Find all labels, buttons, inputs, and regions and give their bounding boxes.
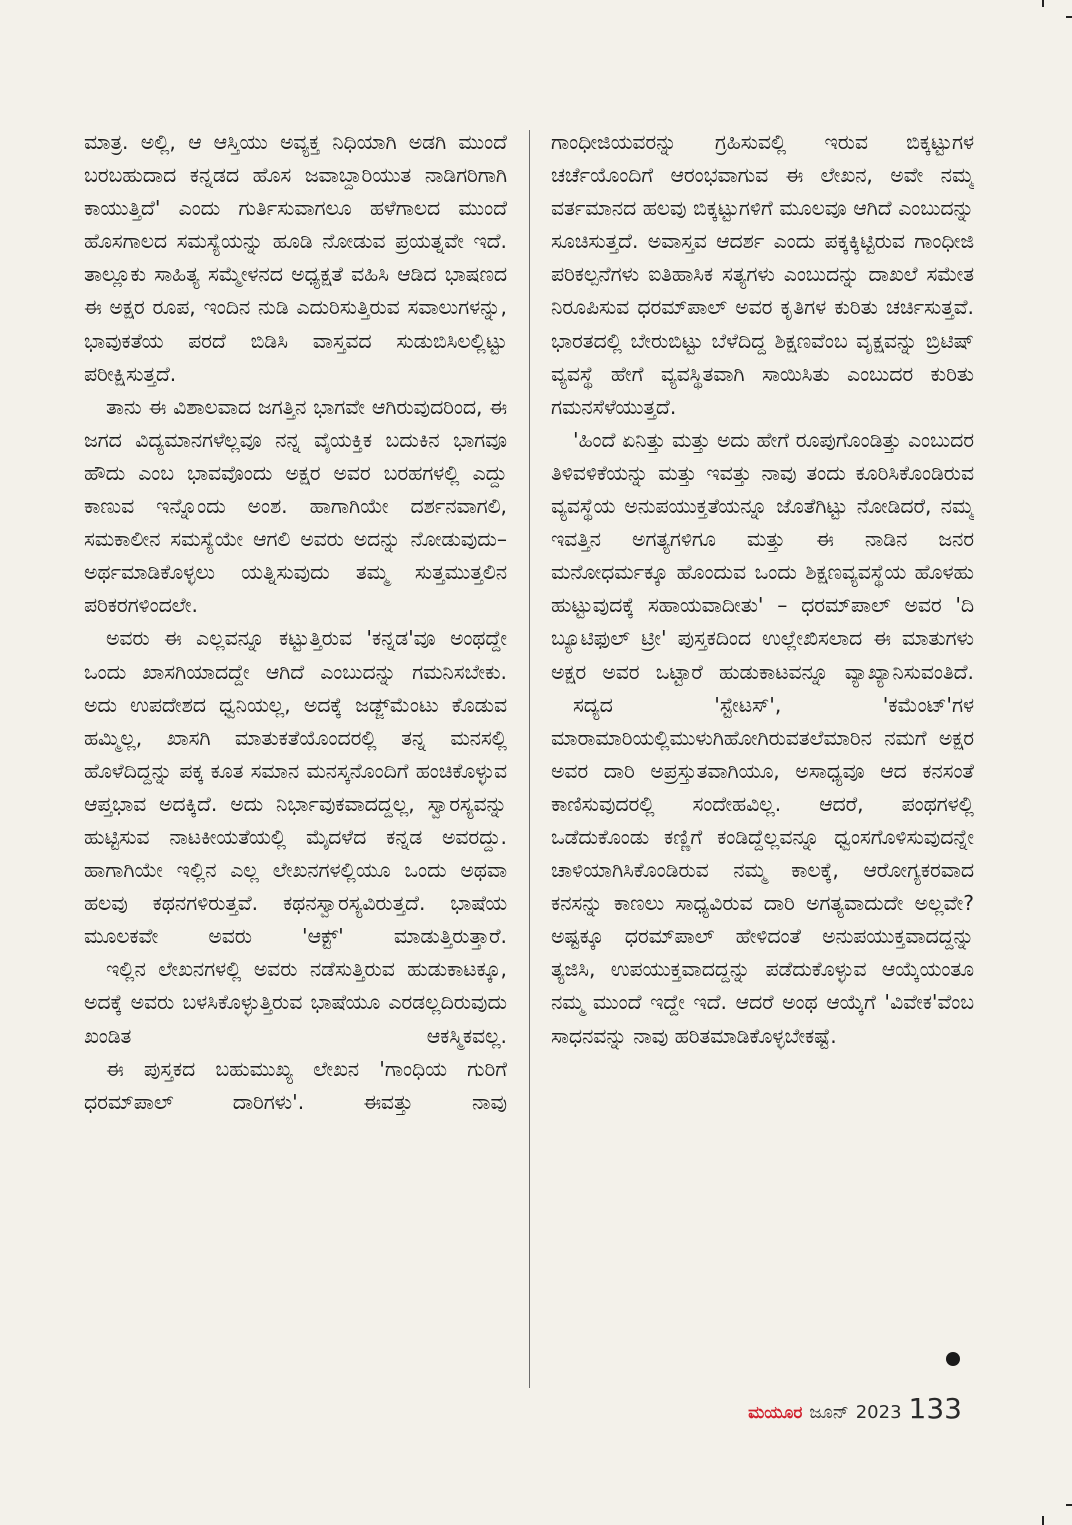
column-divider: [529, 130, 530, 1388]
issue-month: ಜೂನ್: [809, 1402, 849, 1423]
paragraph: ಇಲ್ಲಿನ ಲೇಖನಗಳಲ್ಲಿ ಅವರು ನಡೆಸುತ್ತಿರುವ ಹುಡುಕಾಟಕ್ಕೂ, ಅದಕ್ಕೆ ಅವರು ಬಳಸಿಕೊಳ್ಳುತ್ತಿರುವ ಭಾಷೆಯೂ ಎರಡಲ್ಲದಿರುವುದು ಖಂಡಿತ ಆಕಸ್ಮಿಕವಲ್ಲ.: [84, 957, 507, 1048]
left-column: [84, 126, 507, 1388]
page-footer: [748, 1392, 962, 1425]
paragraph: ತಾನು ಈ ವಿಶಾಲವಾದ ಜಗತ್ತಿನ ಭಾಗವೇ ಆಗಿರುವುದರಿಂದ, ಈ ಜಗದ ವಿದ್ಯಮಾನಗಳೆಲ್ಲವೂ ನನ್ನ ವೈಯಕ್ತಿಕ ಬದುಕಿನ ಭಾಗವೂ ಹೌದು ಎಂಬ ಭಾವವೊಂದು ಅಕ್ಷರ ಅವರ ಬರಹಗಳಲ್ಲಿ ಎದ್ದು ಕಾಣುವ ಇನ್ನೊಂದು ಅಂಶ. ಹಾಗಾಗಿಯೇ ದರ್ಶನವಾಗಲಿ, ಸಮಕಾಲೀನ ಸಮಸ್ಯೆಯೇ ಆಗಲಿ ಅವರು ಅದನ್ನು ನೋಡುವುದು–ಅರ್ಥಮಾಡಿಕೊಳ್ಳಲು ಯತ್ನಿಸುವುದು ತಮ್ಮ ಸುತ್ತಮುತ್ತಲಿನ ಪರಿಕರಗಳಿಂದಲೇ.: [84, 394, 507, 618]
crop-mark-top-right: [1042, 0, 1044, 7]
crop-mark-right-upper: [1066, 16, 1072, 18]
paragraph: ಮಾತ್ರ. ಅಲ್ಲಿ, ಆ ಆಸ್ತಿಯು ಅವ್ಯಕ್ತ ನಿಧಿಯಾಗಿ ಅಡಗಿ ಮುಂದೆ ಬರಬಹುದಾದ ಕನ್ನಡದ ಹೊಸ ಜವಾಬ್ದಾರಿಯುತ ನಾಡಿಗರಿಗಾಗಿ ಕಾಯುತ್ತಿದೆ' ಎಂದು ಗುರ್ತಿಸುವಾಗಲೂ ಹಳೆಗಾಲದ ಮುಂದೆ ಹೊಸಗಾಲದ ಸಮಸ್ಯೆಯನ್ನು ಹೂಡಿ ನೋಡುವ ಪ್ರಯತ್ನವೇ ಇದೆ. ತಾಲ್ಲೂಕು ಸಾಹಿತ್ಯ ಸಮ್ಮೇಳನದ ಅಧ್ಯಕ್ಷತೆ ವಹಿಸಿ ಆಡಿದ ಭಾಷಣದ ಈ ಅಕ್ಷರ ರೂಪ, ಇಂದಿನ ನುಡಿ ಎದುರಿಸುತ್ತಿರುವ ಸವಾಲುಗಳನ್ನು, ಭಾವುಕತೆಯ ಪರದೆ ಬಿಡಿಸಿ ವಾಸ್ತವದ ಸುಡುಬಿಸಿಲಲ್ಲಿಟ್ಟು ಪರೀಕ್ಷಿಸುತ್ತದೆ.: [84, 130, 507, 386]
paragraph: ಸದ್ಯದ 'ಸ್ಟೇಟಸ್', 'ಕಮೆಂಟ್'ಗಳ ಮಾರಾಮಾರಿಯಲ್ಲಿಮುಳುಗಿಹೋಗಿರುವತಲೆಮಾರಿನ ನಮಗೆ ಅಕ್ಷರ ಅವರ ದಾರಿ ಅಪ್ರಸ್ತುತವಾಗಿಯೂ, ಅಸಾಧ್ಯವೂ ಆದ ಕನಸಂತೆ ಕಾಣಿಸುವುದರಲ್ಲಿ ಸಂದೇಹವಿಲ್ಲ. ಆದರೆ, ಪಂಥಗಳಲ್ಲಿ ಒಡೆದುಕೊಂಡು ಕಣ್ಣಿಗೆ ಕಂಡಿದ್ದೆಲ್ಲವನ್ನೂ ಧ್ವಂಸಗೊಳಿಸುವುದನ್ನೇ ಚಾಳಿಯಾಗಿಸಿಕೊಂಡಿರುವ ನಮ್ಮ ಕಾಲಕ್ಕೆ, ಆರೋಗ್ಯಕರವಾದ ಕನಸನ್ನು ಕಾಣಲು ಸಾಧ್ಯವಿರುವ ದಾರಿ ಅಗತ್ಯವಾದುದೇ ಅಲ್ಲವೇ? ಅಷ್ಟಕ್ಕೂ ಧರಮ್‌ಪಾಲ್ ಹೇಳಿದಂತೆ ಅನುಪಯುಕ್ತವಾದದ್ದನ್ನು ತ್ಯಜಿಸಿ, ಉಪಯುಕ್ತವಾದದ್ದನ್ನು ಪಡೆದುಕೊಳ್ಳುವ ಆಯ್ಕೆಯಂತೂ ನಮ್ಮ ಮುಂದೆ ಇದ್ದೇ ಇದೆ. ಆದರೆ ಅಂಥ ಆಯ್ಕೆಗೆ 'ವಿವೇಕ'ವೆಂಬ ಸಾಧನವನ್ನು ನಾವು ಹರಿತಮಾಡಿಕೊಳ್ಳಬೇಕಷ್ಟೆ.: [551, 692, 974, 1048]
page-number: 133: [908, 1392, 962, 1425]
paragraph: 'ಹಿಂದೆ ಏನಿತ್ತು ಮತ್ತು ಅದು ಹೇಗೆ ರೂಪುಗೊಂಡಿತ್ತು ಎಂಬುದರ ತಿಳಿವಳಿಕೆಯನ್ನು ಮತ್ತು ಇವತ್ತು ನಾವು ತಂದು ಕೂರಿಸಿಕೊಂಡಿರುವ ವ್ಯವಸ್ಥೆಯ ಅನುಪಯುಕ್ತತೆಯನ್ನೂ ಜೊತೆಗಿಟ್ಟು ನೋಡಿದರೆ, ನಮ್ಮ ಇವತ್ತಿನ ಅಗತ್ಯಗಳಿಗೂ ಮತ್ತು ಈ ನಾಡಿನ ಜನರ ಮನೋಧರ್ಮಕ್ಕೂ ಹೊಂದುವ ಒಂದು ಶಿಕ್ಷಣವ್ಯವಸ್ಥೆಯ ಹೊಳಹು ಹುಟ್ಟುವುದಕ್ಕೆ ಸಹಾಯವಾದೀತು' – ಧರಮ್‌ಪಾಲ್ ಅವರ 'ದಿ ಬ್ಯೂಟಿಫುಲ್ ಟ್ರೀ' ಪುಸ್ತಕದಿಂದ ಉಲ್ಲೇಖಿಸಲಾದ ಈ ಮಾತುಗಳು ಅಕ್ಷರ ಅವರ ಒಟ್ಟಾರೆ ಹುಡುಕಾಟವನ್ನೂ ವ್ಯಾಖ್ಯಾನಿಸುವಂತಿದೆ.: [551, 427, 974, 684]
paragraph: ಗಾಂಧೀಜಿಯವರನ್ನು ಗ್ರಹಿಸುವಲ್ಲಿ ಇರುವ ಬಿಕ್ಕಟ್ಟುಗಳ ಚರ್ಚೆಯೊಂದಿಗೆ ಆರಂಭವಾಗುವ ಈ ಲೇಖನ, ಅವೇ ನಮ್ಮ ವರ್ತಮಾನದ ಹಲವು ಬಿಕ್ಕಟ್ಟುಗಳಿಗೆ ಮೂಲವೂ ಆಗಿದೆ ಎಂಬುದನ್ನು ಸೂಚಿಸುತ್ತದೆ. ಅವಾಸ್ತವ ಆದರ್ಶ ಎಂದು ಪಕ್ಕಕ್ಕಿಟ್ಟಿರುವ ಗಾಂಧೀಜಿ ಪರಿಕಲ್ಪನೆಗಳು ಐತಿಹಾಸಿಕ ಸತ್ಯಗಳು ಎಂಬುದನ್ನು ದಾಖಲೆ ಸಮೇತ ನಿರೂಪಿಸುವ ಧರಮ್‌ಪಾಲ್ ಅವರ ಕೃತಿಗಳ ಕುರಿತು ಚರ್ಚಿಸುತ್ತವೆ. ಭಾರತದಲ್ಲಿ ಬೇರುಬಿಟ್ಟು ಬೆಳೆದಿದ್ದ ಶಿಕ್ಷಣವೆಂಬ ವೃಕ್ಷವನ್ನು ಬ್ರಿಟಿಷ್ ವ್ಯವಸ್ಥೆ ಹೇಗೆ ವ್ಯವಸ್ಥಿತವಾಗಿ ಸಾಯಿಸಿತು ಎಂಬುದರ ಕುರಿತು ಗಮನಸೆಳೆಯುತ್ತದೆ.: [551, 130, 974, 419]
crop-mark-bottom-right: [1042, 1516, 1044, 1525]
paragraph: ಅವರು ಈ ಎಲ್ಲವನ್ನೂ ಕಟ್ಟುತ್ತಿರುವ 'ಕನ್ನಡ'ವೂ ಅಂಥದ್ದೇ ಒಂದು ಖಾಸಗಿಯಾದದ್ದೇ ಆಗಿದೆ ಎಂಬುದನ್ನು ಗಮನಿಸಬೇಕು. ಅದು ಉಪದೇಶದ ಧ್ವನಿಯಲ್ಲ, ಅದಕ್ಕೆ ಜಡ್ಜ್‌ಮೆಂಟು ಕೊಡುವ ಹಮ್ಮಿಲ್ಲ, ಖಾಸಗಿ ಮಾತುಕತೆಯೊಂದರಲ್ಲಿ ತನ್ನ ಮನಸಲ್ಲಿ ಹೊಳೆದಿದ್ದನ್ನು ಪಕ್ಕ ಕೂತ ಸಮಾನ ಮನಸ್ಕನೊಂದಿಗೆ ಹಂಚಿಕೊಳ್ಳುವ ಆಪ್ತಭಾವ ಅದಕ್ಕಿದೆ. ಅದು ನಿರ್ಭಾವುಕವಾದದ್ದಲ್ಲ, ಸ್ವಾರಸ್ಯವನ್ನು ಹುಟ್ಟಿಸುವ ನಾಟಕೀಯತೆಯಲ್ಲಿ ಮೈದಳೆದ ಕನ್ನಡ ಅವರದ್ದು. ಹಾಗಾಗಿಯೇ ಇಲ್ಲಿನ ಎಲ್ಲ ಲೇಖನಗಳಲ್ಲಿಯೂ ಒಂದು ಅಥವಾ ಹಲವು ಕಥನಗಳಿರುತ್ತವೆ. ಕಥನಸ್ವಾರಸ್ಯವಿರುತ್ತದೆ. ಭಾಷೆಯ ಮೂಲಕವೇ ಅವರು 'ಆಕ್ಟ್' ಮಾಡುತ್ತಿರುತ್ತಾರೆ.: [84, 626, 507, 949]
right-column: [551, 126, 974, 1388]
crop-mark-right-lower: [1066, 1504, 1072, 1506]
paragraph: ಈ ಪುಸ್ತಕದ ಬಹುಮುಖ್ಯ ಲೇಖನ 'ಗಾಂಧಿಯ ಗುರಿಗೆ ಧರಮ್‌ಪಾಲ್ ದಾರಿಗಳು'. ಈವತ್ತು ನಾವು: [84, 1056, 507, 1114]
magazine-logo: ಮಯೂರ: [748, 1403, 803, 1423]
end-of-article-bullet-icon: [946, 1352, 960, 1366]
issue-year: 2023: [855, 1402, 902, 1423]
